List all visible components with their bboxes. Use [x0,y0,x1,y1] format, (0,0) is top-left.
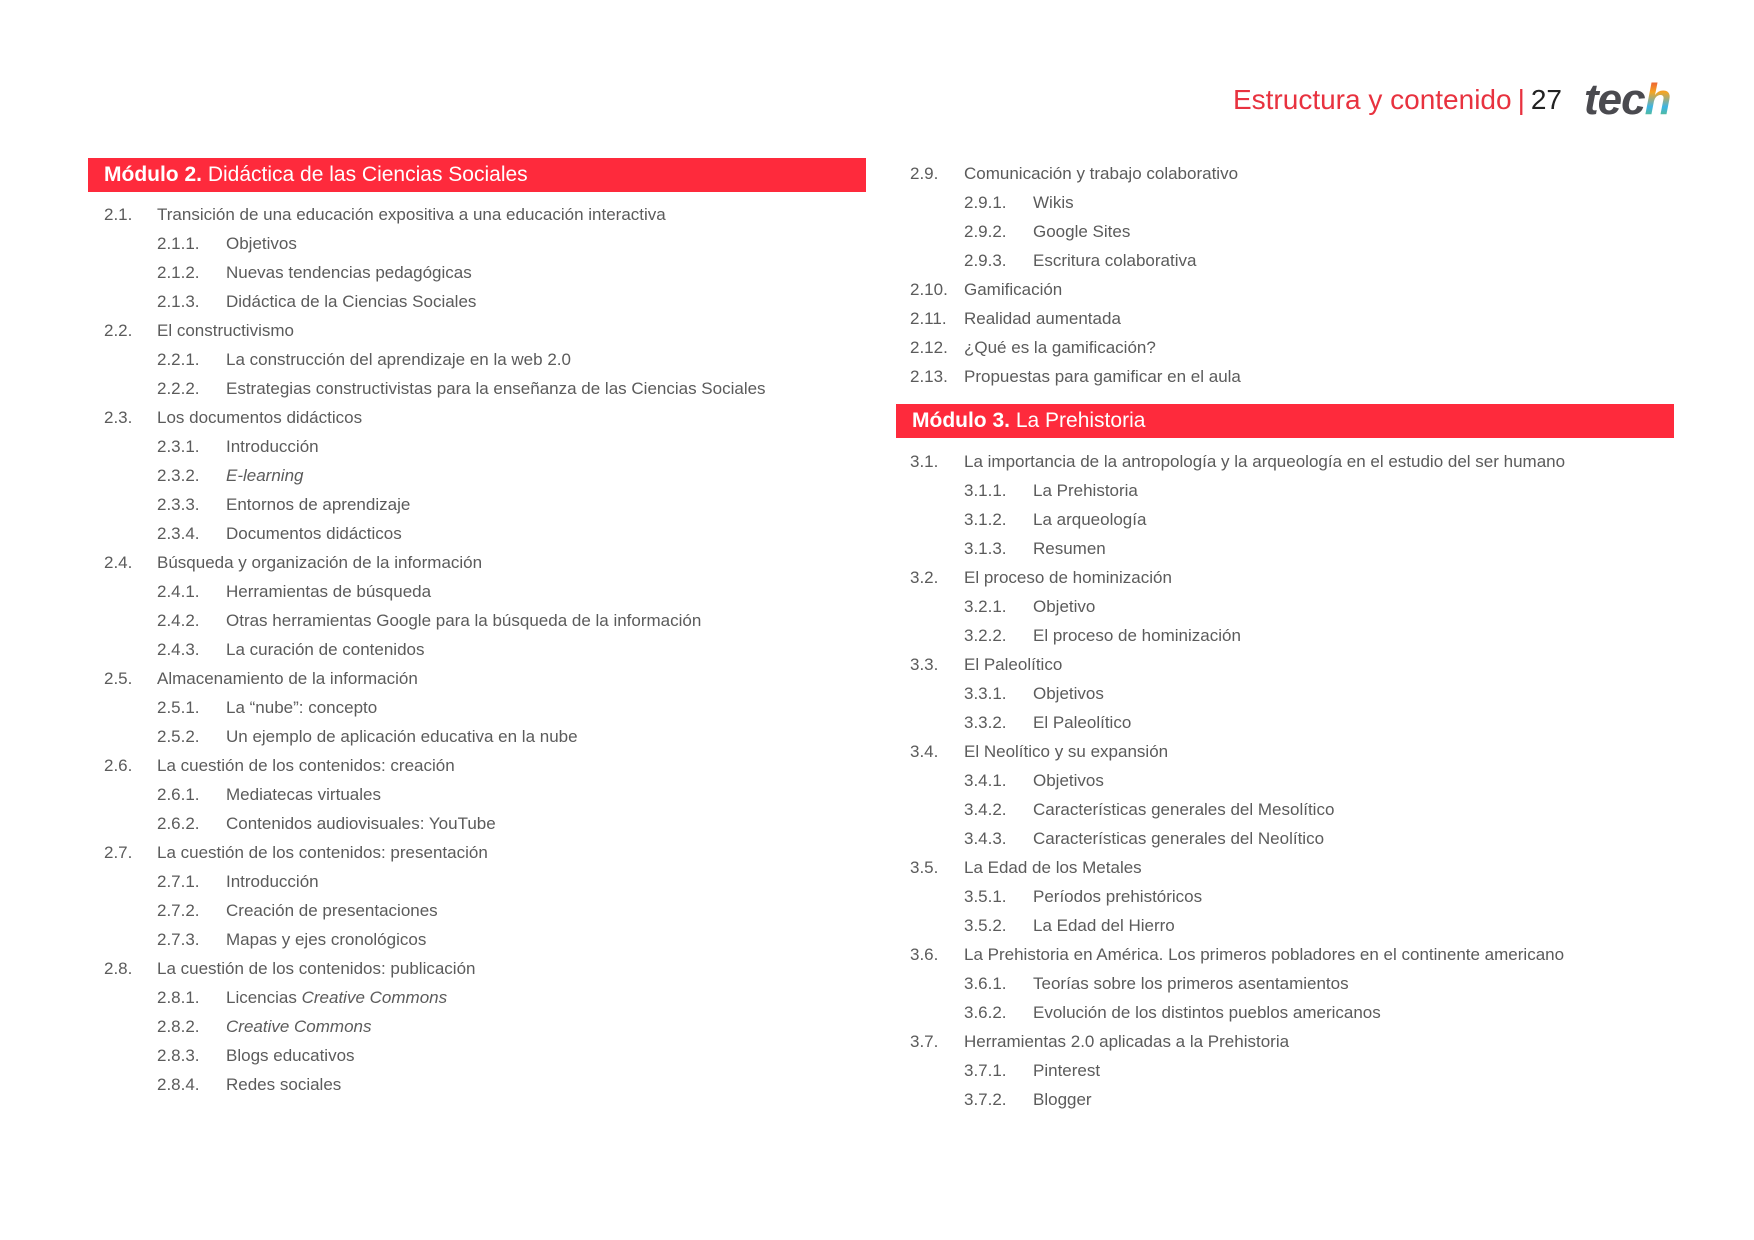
toc-text: El constructivismo [157,321,294,340]
toc-text: Gamificación [964,280,1063,299]
toc-text: Propuestas para gamificar en el aula [964,367,1241,386]
toc-subsection [1033,887,1202,907]
toc-number: 2.13. [910,367,948,386]
toc-number: 2.3. [104,408,133,427]
toc-number: 2.5. [104,669,133,688]
toc-number: 2.8.4. [157,1075,200,1094]
toc-section [964,1032,1289,1052]
toc-text: El Neolítico y su expansión [964,742,1169,761]
toc-subsection [226,814,496,834]
toc-text: Herramientas de búsqueda [226,582,432,601]
toc-section [157,553,482,573]
toc-text-italic: E-learning [226,466,304,485]
toc-subsection [1033,626,1241,646]
toc-subsection [226,495,410,515]
toc-text: Redes sociales [226,1075,342,1094]
toc-number: 2.7.1. [157,872,200,891]
toc-text: La cuestión de los contenidos: publicación [157,959,476,978]
toc-section [964,367,1241,387]
toc-number: 3.4.2. [964,800,1007,819]
toc-number: 3.1. [910,452,939,471]
toc-text-italic: Creative Commons [301,988,448,1007]
toc-text: La cuestión de los contenidos: presentación [157,843,488,862]
module-title: Didáctica de las Ciencias Sociales [207,163,528,186]
logo-text: tec [1584,75,1645,124]
toc-text: La arqueología [1033,510,1147,529]
toc-text: Comunicación y trabajo colaborativo [964,164,1239,183]
toc-number: 3.5. [910,858,939,877]
toc-section [157,669,418,689]
toc-subsection [226,640,424,660]
toc-number: 2.6. [104,756,133,775]
toc-text: Contenidos audiovisuales: YouTube [226,814,496,833]
toc-number: 2.4.1. [157,582,200,601]
toc-number: 2.7.2. [157,901,200,920]
toc-number: 3.3. [910,655,939,674]
toc-number: 2.9. [910,164,939,183]
toc-text: Resumen [1033,539,1106,558]
toc-section [964,338,1156,358]
toc-section [964,655,1062,675]
toc-text: Blogs educativos [226,1046,355,1065]
toc-number: 3.1.3. [964,539,1007,558]
toc-text: Realidad aumentada [964,309,1121,328]
toc-number: 3.3.1. [964,684,1007,703]
toc-subsection [226,872,319,892]
toc-subsection [226,292,476,312]
toc-text: La Edad de los Metales [964,858,1142,877]
toc-number: 3.4.1. [964,771,1007,790]
toc-text: La importancia de la antropología y la arqueología en el estudio del ser humano [964,452,1566,471]
toc-subsection [226,263,472,283]
module-label: Módulo 3. [912,409,1010,432]
toc-number: 2.2.1. [157,350,200,369]
toc-number: 2.7.3. [157,930,200,949]
toc-subsection [1033,713,1131,733]
toc-number: 3.4.3. [964,829,1007,848]
toc-section [964,945,1564,965]
toc-section [157,321,294,341]
toc-text: Mediatecas virtuales [226,785,381,804]
toc-subsection [1033,539,1106,559]
toc-text: Licencias [226,988,302,1007]
toc-text: Entornos de aprendizaje [226,495,411,514]
toc-subsection [226,930,426,950]
toc-text: El Paleolítico [1033,713,1132,732]
toc-number: 3.7.2. [964,1090,1007,1109]
toc-section [157,959,476,979]
toc-number: 3.2. [910,568,939,587]
toc-text: El proceso de hominización [964,568,1172,587]
page-header [1233,82,1562,118]
toc-number: 3.2.2. [964,626,1007,645]
toc-section [964,742,1168,762]
toc-subsection [226,1046,355,1066]
toc-text: Un ejemplo de aplicación educativa en la nube [226,727,578,746]
toc-number: 2.11. [910,309,947,328]
toc-number: 2.1. [104,205,133,224]
toc-subsection [226,988,447,1008]
toc-text: Herramientas 2.0 aplicadas a la Prehistoria [964,1032,1290,1051]
toc-subsection [1033,916,1175,936]
header-separator: | [1517,84,1525,115]
toc-text: Creación de presentaciones [226,901,438,920]
toc-text: La Prehistoria [1033,481,1138,500]
toc-section [964,309,1121,329]
toc-section [964,164,1238,184]
toc-text: La “nube”: concepto [226,698,378,717]
toc-number: 2.8.1. [157,988,200,1007]
toc-number: 2.8.2. [157,1017,200,1036]
toc-subsection [1033,800,1334,820]
toc-text: Introducción [226,437,319,456]
toc-number: 2.6.2. [157,814,200,833]
toc-subsection [226,582,431,602]
toc-subsection [1033,193,1074,213]
toc-subsection [226,1017,372,1037]
toc-number: 3.6.1. [964,974,1007,993]
toc-number: 2.4.2. [157,611,200,630]
module-3-header [896,404,1674,438]
toc-number: 3.2.1. [964,597,1007,616]
toc-text: ¿Qué es la gamificación? [964,338,1156,357]
toc-number: 2.12. [910,338,948,357]
toc-subsection [1033,1090,1092,1110]
toc-section [157,843,488,863]
toc-number: 2.1.3. [157,292,200,311]
toc-number: 2.9.3. [964,251,1007,270]
toc-subsection [226,611,701,631]
toc-number: 2.1.1. [157,234,200,253]
toc-text: Evolución de los distintos pueblos americanos [1033,1003,1381,1022]
toc-text: Almacenamiento de la información [157,669,418,688]
toc-section [157,756,455,776]
toc-number: 3.1.1. [964,481,1007,500]
toc-subsection [1033,1061,1100,1081]
toc-text: Documentos didácticos [226,524,402,543]
toc-text: Didáctica de la Ciencias Sociales [226,292,477,311]
toc-section [964,858,1142,878]
toc-number: 3.1.2. [964,510,1007,529]
toc-text: El proceso de hominización [1033,626,1241,645]
toc-subsection [226,466,304,486]
toc-text: Teorías sobre los primeros asentamientos [1033,974,1349,993]
toc-number: 2.2. [104,321,133,340]
toc-text: Blogger [1033,1090,1092,1109]
toc-number: 3.7.1. [964,1061,1007,1080]
toc-text: Objetivos [1033,684,1104,703]
toc-text: Objetivos [1033,771,1104,790]
toc-subsection [226,379,766,399]
toc-text: Períodos prehistóricos [1033,887,1203,906]
toc-text: Mapas y ejes cronológicos [226,930,427,949]
toc-text: Wikis [1033,193,1074,212]
toc-subsection [226,350,571,370]
tech-logo [1584,76,1670,124]
toc-text: Escritura colaborativa [1033,251,1197,270]
toc-section [964,568,1172,588]
toc-number: 2.8. [104,959,133,978]
toc-subsection [1033,771,1104,791]
toc-text: Google Sites [1033,222,1131,241]
toc-text: Estrategias constructivistas para la enseñanza de las Ciencias Sociales [226,379,766,398]
toc-subsection [1033,251,1196,271]
toc-subsection [1033,510,1146,530]
toc-number: 3.5.2. [964,916,1007,935]
toc-number: 3.7. [910,1032,939,1051]
page-number: 27 [1530,84,1562,115]
toc-text-italic: Creative Commons [226,1017,372,1036]
toc-number: 2.3.3. [157,495,200,514]
toc-number: 2.5.2. [157,727,200,746]
toc-number: 2.3.4. [157,524,200,543]
toc-text: La curación de contenidos [226,640,425,659]
toc-section [964,452,1565,472]
toc-subsection [226,234,297,254]
toc-section [157,408,362,428]
module-2-header [88,158,866,192]
toc-text: Introducción [226,872,319,891]
logo-accent: h [1644,75,1671,124]
toc-section [157,205,666,225]
toc-number: 2.9.2. [964,222,1007,241]
toc-number: 2.2.2. [157,379,200,398]
toc-subsection [1033,829,1324,849]
toc-text: Objetivo [1033,597,1096,616]
toc-text: Pinterest [1033,1061,1101,1080]
toc-subsection [1033,597,1095,617]
toc-text: Los documentos didácticos [157,408,363,427]
toc-text: La Edad del Hierro [1033,916,1175,935]
toc-text: Características generales del Neolítico [1033,829,1325,848]
toc-subsection [1033,684,1104,704]
toc-text: Búsqueda y organización de la información [157,553,483,572]
section-title: Estructura y contenido [1232,84,1512,115]
toc-text: La cuestión de los contenidos: creación [157,756,455,775]
module-label: Módulo 2. [104,163,202,186]
toc-text: Características generales del Mesolítico [1033,800,1335,819]
toc-subsection [226,1075,341,1095]
toc-subsection [226,524,402,544]
toc-number: 2.10. [910,280,948,299]
toc-subsection [226,698,377,718]
toc-number: 3.5.1. [964,887,1007,906]
toc-number: 3.4. [910,742,939,761]
toc-subsection [226,727,578,747]
toc-text: Transición de una educación expositiva a una educación interactiva [157,205,666,224]
toc-subsection [1033,1003,1381,1023]
toc-number: 2.9.1. [964,193,1007,212]
toc-text: El Paleolítico [964,655,1063,674]
module-title: La Prehistoria [1015,409,1146,432]
toc-subsection [1033,974,1349,994]
toc-number: 3.3.2. [964,713,1007,732]
toc-number: 2.5.1. [157,698,200,717]
toc-number: 2.3.2. [157,466,200,485]
toc-subsection [226,901,438,921]
toc-number: 2.4.3. [157,640,200,659]
toc-subsection [1033,222,1130,242]
toc-text: La construcción del aprendizaje en la web 2.0 [226,350,571,369]
toc-number: 2.4. [104,553,133,572]
toc-subsection [1033,481,1138,501]
toc-number: 2.7. [104,843,133,862]
toc-subsection [226,785,381,805]
toc-number: 2.6.1. [157,785,200,804]
toc-number: 2.1.2. [157,263,200,282]
toc-text: Nuevas tendencias pedagógicas [226,263,472,282]
toc-text: La Prehistoria en América. Los primeros pobladores en el continente americano [964,945,1565,964]
toc-text: Otras herramientas Google para la búsqueda de la información [226,611,702,630]
toc-number: 2.8.3. [157,1046,200,1065]
toc-number: 2.3.1. [157,437,200,456]
toc-number: 3.6.2. [964,1003,1007,1022]
toc-subsection [226,437,319,457]
toc-number: 3.6. [910,945,939,964]
toc-section [964,280,1062,300]
toc-text: Objetivos [226,234,297,253]
